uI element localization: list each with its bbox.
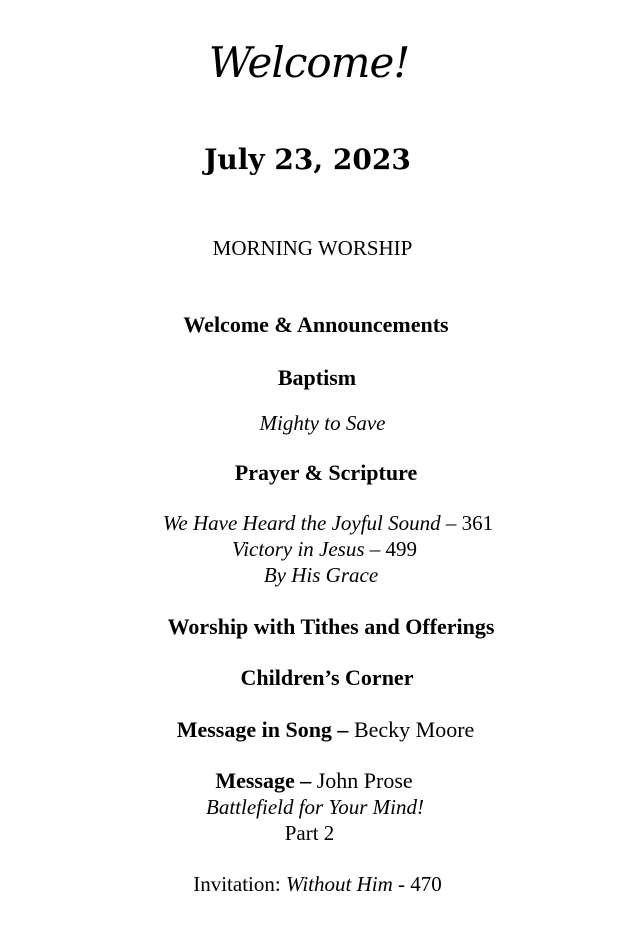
invitation-number: - 470 — [392, 872, 442, 896]
service-date: July 23, 2023 — [204, 143, 411, 176]
program-item-childrens-corner: Children’s Corner — [240, 665, 414, 690]
program-item-invitation — [0, 874, 625, 895]
message-label: Message – — [215, 768, 317, 793]
program-item-message — [0, 770, 625, 792]
hymn-3-title: By His Grace — [263, 563, 379, 587]
message-title: Battlefield for Your Mind! — [206, 795, 424, 819]
hymn-1 — [0, 513, 625, 534]
message-part: Part 2 — [284, 821, 335, 845]
hymn-1-number: – 361 — [440, 511, 494, 535]
service-title: MORNING WORSHIP — [212, 236, 413, 260]
baptism-song: Mighty to Save — [259, 411, 386, 435]
message-speaker: John Prose — [316, 768, 413, 793]
program-item-message-in-song — [0, 719, 625, 741]
message-in-song-label: Message in Song – — [176, 717, 354, 742]
program-item-baptism: Baptism — [277, 365, 357, 390]
hymn-1-title: We Have Heard the Joyful Sound — [162, 511, 441, 535]
welcome-heading: Welcome! — [208, 38, 410, 87]
invitation-song: Without Him — [285, 872, 393, 896]
hymn-2 — [0, 539, 625, 560]
hymn-2-title: Victory in Jesus — [231, 537, 365, 561]
hymn-2-number: – 499 — [364, 537, 418, 561]
program-item-worship-tithes: Worship with Tithes and Offerings — [167, 614, 495, 639]
program-item-welcome-announcements: Welcome & Announcements — [183, 312, 449, 337]
invitation-label: Invitation: — [193, 872, 286, 896]
message-in-song-performer: Becky Moore — [353, 717, 475, 742]
program-item-prayer-scripture: Prayer & Scripture — [234, 460, 418, 485]
